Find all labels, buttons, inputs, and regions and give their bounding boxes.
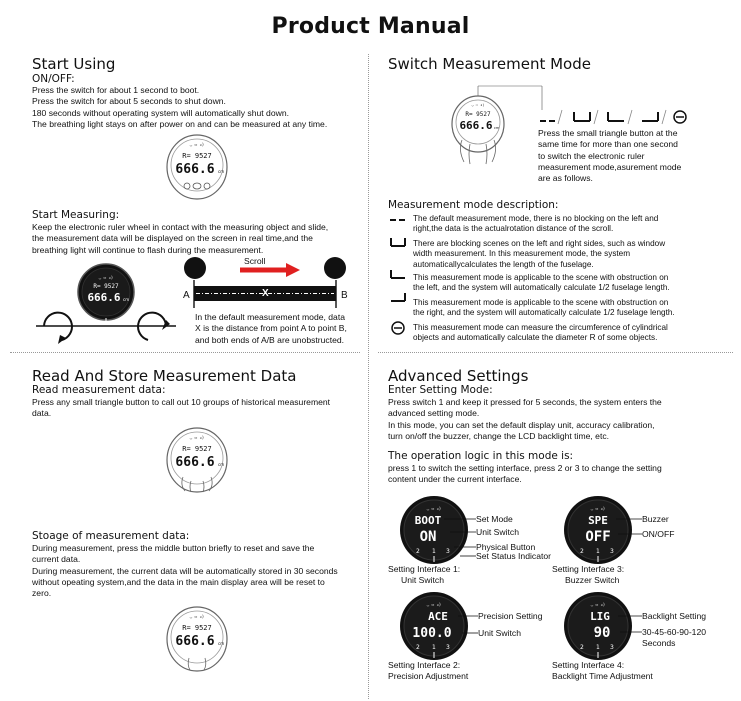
mode-item-left: This measurement mode is applicable to the scene with obstruction on the left, and the system will automatically calculate 1/2 fuselage length. [413, 273, 670, 293]
svg-text:2: 2 [416, 644, 420, 651]
point-b-label: B [341, 290, 348, 301]
interface-3-callout-lines [614, 515, 644, 540]
svg-text:R= 9527: R= 9527 [182, 445, 212, 453]
horizontal-divider-right [378, 352, 733, 353]
interface-4-callout-seconds-options: 30-45-60-90-120 [642, 627, 707, 637]
interface-2-callout-precision: Precision Setting [478, 611, 543, 621]
interface-1-callout-physical-button: Physical Button [476, 542, 536, 552]
svg-text:◡ ▭ ◂): ◡ ▭ ◂) [426, 506, 442, 511]
svg-text:2: 2 [580, 548, 584, 555]
page-title: Product Manual [271, 14, 470, 39]
svg-text:3: 3 [446, 548, 450, 555]
svg-text:3: 3 [446, 644, 450, 651]
interface-1-callout-set-mode: Set Mode [476, 514, 513, 524]
svg-text:OFF: OFF [585, 529, 611, 545]
svg-text:cm: cm [218, 462, 225, 467]
interface-1-callout-status: Set Status Indicator [476, 551, 551, 561]
advanced-settings-heading: Advanced Settings [388, 367, 529, 385]
interface-4-callout-lines [616, 612, 644, 637]
interface-1-caption: Setting Interface 1: Unit Switch [388, 564, 461, 585]
svg-text:◡ ▭ ◂): ◡ ▭ ◂) [189, 142, 205, 147]
interface-3-caption: Setting Interface 3: Buzzer Switch [552, 564, 625, 585]
svg-text:100.0: 100.0 [412, 626, 452, 641]
switch-mode-heading: Switch Measurement Mode [388, 55, 591, 73]
svg-text:◡ ▭ ◂): ◡ ▭ ◂) [471, 103, 485, 107]
interface-2-caption: Setting Interface 2: Precision Adjustment [388, 660, 469, 681]
operation-logic-text: press 1 to switch the setting interface, press 2 or 3 to change the setting content under the current interface. [388, 463, 662, 485]
mode-item-default: The default measurement mode, there is no blocking on the left and right,the data is the actualrotation distance of the scroll. [413, 214, 659, 234]
start-measuring-text: Keep the electronic ruler wheel in contact with the measuring object and slide, the measurement data will be displayed on the screen in real time,and the breathing light will continue to flash during the measurement. [32, 222, 329, 255]
svg-text:◡ ▭ ◂): ◡ ▭ ◂) [590, 506, 606, 511]
svg-text:2: 2 [416, 548, 420, 555]
svg-text:666.6: 666.6 [87, 291, 121, 304]
start-using-heading: Start Using [32, 55, 116, 73]
svg-text:R= 9527: R= 9527 [182, 152, 212, 160]
svg-text:LIG: LIG [590, 610, 610, 623]
vertical-divider [368, 54, 369, 699]
interface-4-caption: Setting Interface 4: Backlight Time Adjustment [552, 660, 653, 681]
svg-text:R= 9527: R= 9527 [93, 283, 119, 290]
read-device-icon [165, 427, 229, 493]
svg-text:666.6: 666.6 [175, 162, 215, 177]
operation-logic-heading: The operation logic in this mode is: [388, 450, 574, 462]
onoff-label: ON/OFF: [32, 73, 75, 85]
interface-4-callout-backlight: Backlight Setting [642, 611, 707, 621]
interface-2-callout-unit-switch: Unit Switch [478, 628, 521, 638]
svg-text:ACE: ACE [428, 610, 448, 623]
scroll-caption: In the default measurement mode, data X is the distance from point A to point B, and both ends of A/B are unobstructed. [195, 312, 347, 345]
read-store-heading: Read And Store Measurement Data [32, 367, 297, 385]
interface-3-callout-onoff: ON/OFF [642, 529, 675, 539]
svg-text:1: 1 [432, 644, 436, 651]
store-device-icon [165, 606, 229, 672]
store-data-heading: Stoage of measurement data: [32, 530, 190, 542]
read-data-text: Press any small triangle button to call out 10 groups of historical measurement data. [32, 397, 331, 419]
enter-setting-text: Press switch 1 and keep it pressed for 5 seconds, the system enters the advanced setting mode. In this mode, you can set the default display unit, accuracy calibration, turn on/off the buzzer, change the LCD backlight time, etc. [388, 397, 662, 441]
svg-text:◡ ▭ ◂): ◡ ▭ ◂) [426, 602, 442, 607]
svg-text:1: 1 [432, 548, 436, 555]
interface-2-callout-lines [456, 612, 480, 637]
switch-mode-device-icon [442, 80, 552, 172]
ruler-device-icon [165, 134, 229, 200]
mode-item-circumference: This measurement mode can measure the circumference of cylindrical objects and automatically calculate the diameter R of some objects. [413, 323, 668, 343]
x-distance-label: X [262, 288, 269, 299]
svg-text:cm: cm [218, 641, 225, 646]
svg-text:90: 90 [593, 625, 611, 641]
svg-text:R= 9527: R= 9527 [182, 624, 212, 632]
svg-text:666.6: 666.6 [459, 119, 493, 132]
svg-text:ON: ON [419, 529, 437, 545]
svg-text:◡ ▭ ◂): ◡ ▭ ◂) [98, 275, 114, 280]
svg-text:666.6: 666.6 [175, 455, 215, 470]
scroll-label: Scroll [244, 256, 266, 266]
mode-item-both-sides: There are blocking scenes on the left and right sides, such as window width measurement. In this measurement mode, the system automaticallycalculates the length of the fuselage. [413, 239, 666, 269]
point-a-label: A [183, 290, 190, 301]
rolling-device-illustration [36, 262, 176, 352]
svg-text:666.6: 666.6 [175, 634, 215, 649]
store-data-text: During measurement, press the middle button briefly to reset and save the current data. During measurement, the current data will be automatically stored in 30 seconds without opeating system,and the data in the main display area will be reset to zero. [32, 543, 338, 599]
svg-text:cm: cm [494, 126, 500, 130]
svg-text:SPE: SPE [588, 514, 608, 527]
svg-text:cm: cm [218, 169, 225, 174]
svg-text:1: 1 [596, 548, 600, 555]
interface-4-callout-seconds: Seconds [642, 638, 676, 648]
svg-text:3: 3 [610, 548, 614, 555]
switch-mode-text: Press the small triangle button at the same time for more than one second to switch the electronic ruler measurement mode,asurement mode are as follows. [538, 128, 682, 184]
read-data-heading: Read measurement data: [32, 384, 166, 396]
interface-1-callout-unit-switch: Unit Switch [476, 527, 519, 537]
enter-setting-heading: Enter Setting Mode: [388, 384, 493, 396]
svg-text:BOOT: BOOT [414, 514, 442, 527]
svg-text:R= 9527: R= 9527 [465, 111, 491, 118]
svg-text:◡ ▭ ◂): ◡ ▭ ◂) [590, 602, 606, 607]
mode-item-right: This measurement mode is applicable to the scene with obstruction on the right, and the system will automatically calculate 1/2 fuselage length. [413, 298, 675, 318]
svg-text:◡ ▭ ◂): ◡ ▭ ◂) [189, 435, 205, 440]
start-using-text: Press the switch for about 1 second to boot. Press the switch for about 5 seconds to shut down. 180 seconds without operating system will automatically shut down. The breathing light stays on after power on and can be measured at any time. [32, 85, 328, 129]
horizontal-divider-left [10, 352, 360, 353]
start-measuring-heading: Start Measuring: [32, 209, 120, 221]
svg-text:3: 3 [610, 644, 614, 651]
svg-text:◡ ▭ ◂): ◡ ▭ ◂) [189, 614, 205, 619]
mode-description-heading: Measurement mode description: [388, 199, 559, 211]
svg-text:cm: cm [123, 297, 130, 302]
mode-description-icons [388, 212, 412, 342]
svg-text:2: 2 [580, 644, 584, 651]
interface-3-callout-buzzer: Buzzer [642, 514, 669, 524]
svg-text:1: 1 [596, 644, 600, 651]
mode-symbols-row [538, 108, 728, 126]
interface-1-callout-lines [440, 515, 480, 560]
